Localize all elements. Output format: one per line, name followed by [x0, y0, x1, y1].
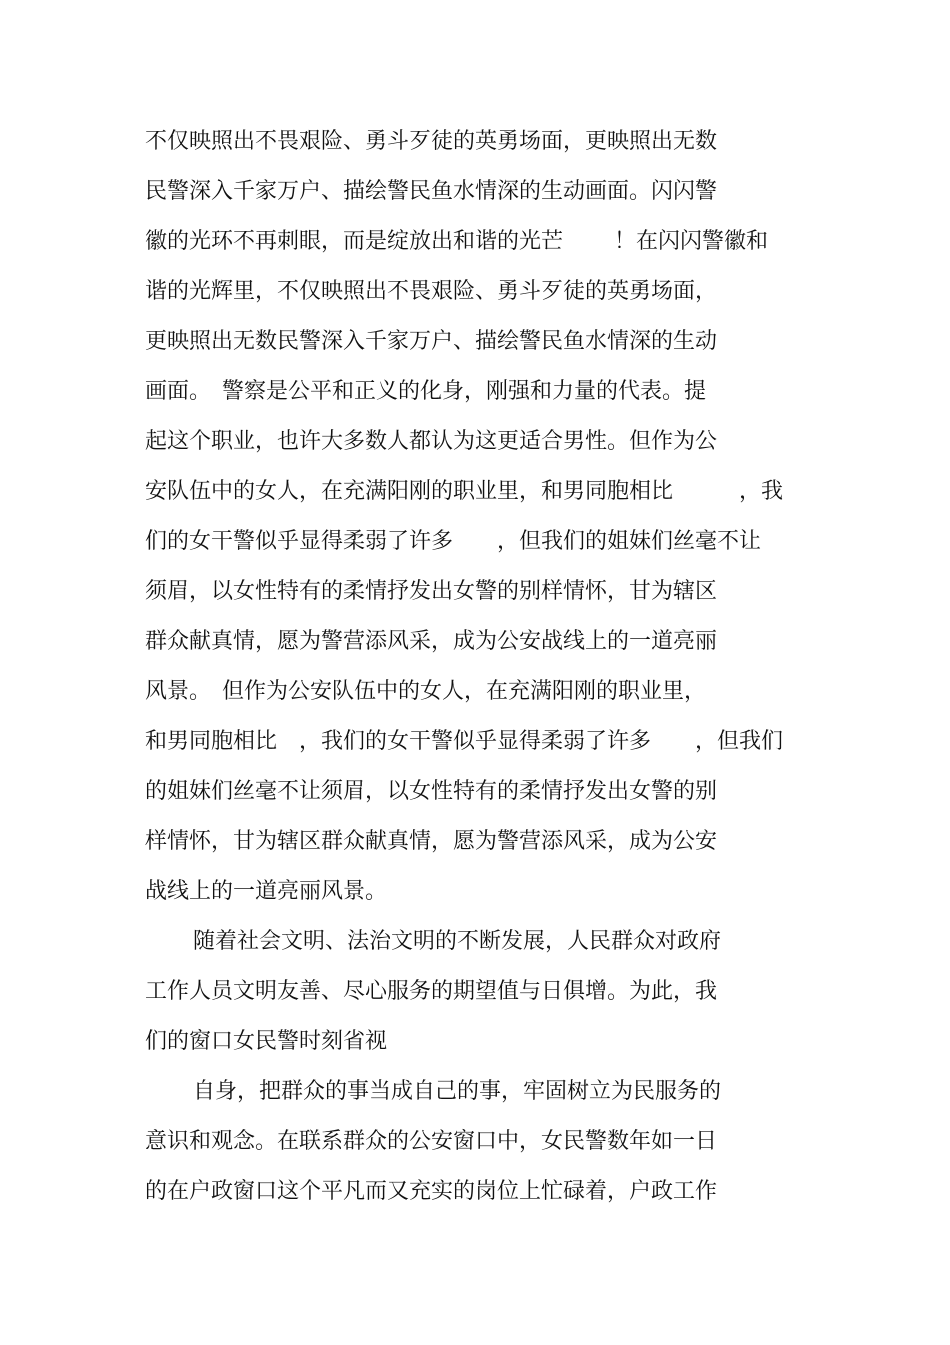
- text-line: 样情怀，甘为辖区群众献真情，愿为警营添风采，成为公安: [145, 829, 718, 854]
- text-line: 和男同胞相比 ，我们的女干警似乎显得柔弱了许多 ，但我们: [145, 729, 784, 754]
- text-line: 们的窗口女民警时刻省视: [145, 1029, 388, 1054]
- text-line: 战线上的一道亮丽风景。: [145, 879, 388, 904]
- text-line: 的在户政窗口这个平凡而又充实的岗位上忙碌着，户政工作: [145, 1179, 718, 1204]
- text-line: 工作人员文明友善、尽心服务的期望值与日俱增。为此，我: [145, 979, 718, 1004]
- paragraph-first-line: 随着社会文明、法治文明的不断发展，人民群众对政府: [193, 929, 722, 954]
- text-line: 徽的光环不再刺眼，而是绽放出和谐的光芒 ！在闪闪警徽和: [145, 229, 768, 254]
- text-line: 安队伍中的女人，在充满阳刚的职业里，和男同胞相比 ，我: [145, 479, 784, 504]
- text-line: 不仅映照出不畏艰险、勇斗歹徒的英勇场面，更映照出无数: [145, 129, 718, 154]
- text-line: 民警深入千家万户、描绘警民鱼水情深的生动画面。闪闪警: [145, 179, 718, 204]
- paragraph-first-line: 自身，把群众的事当成自己的事，牢固树立为民服务的: [193, 1079, 722, 1104]
- text-line: 谐的光辉里，不仅映照出不畏艰险、勇斗歹徒的英勇场面，: [145, 279, 718, 304]
- text-line: 起这个职业，也许大多数人都认为这更适合男性。但作为公: [145, 429, 718, 454]
- text-line: 风景。 但作为公安队伍中的女人，在充满阳刚的职业里，: [145, 679, 707, 704]
- text-line: 意识和观念。在联系群众的公安窗口中，女民警数年如一日: [145, 1129, 718, 1154]
- text-line: 更映照出无数民警深入千家万户、描绘警民鱼水情深的生动: [145, 329, 718, 354]
- text-line: 须眉，以女性特有的柔情抒发出女警的别样情怀，甘为辖区: [145, 579, 718, 604]
- text-line: 的姐妹们丝毫不让须眉，以女性特有的柔情抒发出女警的别: [145, 779, 718, 804]
- text-line: 画面。 警察是公平和正义的化身，刚强和力量的代表。提: [145, 379, 707, 404]
- text-line: 群众献真情，愿为警营添风采，成为公安战线上的一道亮丽: [145, 629, 718, 654]
- text-line: 们的女干警似乎显得柔弱了许多 ，但我们的姐妹们丝毫不让: [145, 529, 762, 554]
